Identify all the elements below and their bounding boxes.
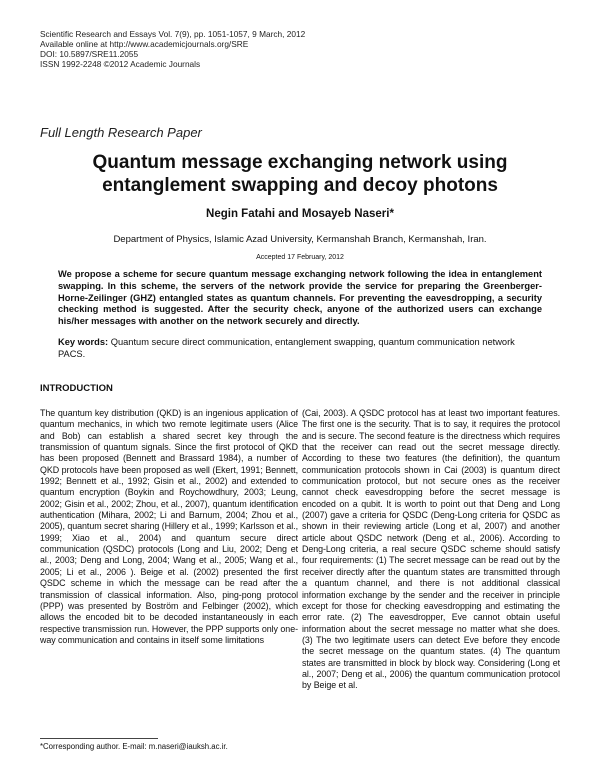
section-heading-introduction: INTRODUCTION: [40, 383, 113, 394]
intro-paragraph-right: (Cai, 2003). A QSDC protocol has at least two important features. The first one is the security. That is to say, it requires the protocol and is secure. The second feature is the directness which requires that the receiver can read out the secret message directly. According to these two features (the definition), the quantum communication protocols shown in Cai (2003) is quantum direct communication protocol, but not secure ones as the receiver cannot check eavesdropping before the secret message is encoded on a qubit. It is worth to point out that Deng and Long (2007) gave a criteria for QSDC (Deng-Long criteria for QSDC as shown in their reviewing article (Long et al, 2007) and another article about QSDC network (Deng et al., 2006). According to Deng-Long criteria, a real secure QSDC scheme should satisfy four requirements: (1) The secret message can be read out by the receiver directly after the quantum states are transmitted through a quantum channel, and there is not additional classical information exchange by the sender and the receiver in principle except for those for checking eavesdropping and estimating the error rate. (2) The eavesdropper, Eve cannot obtain useful information about the secret message no matter what she does. (3) The two legitimate users can detect Eve before they encode the secret message on the quantum states. (4) The quantum states are transmitted in block by block way. Considering (Long et al., 2007; Deng et al., 2006) the quantum communication protocol by Beige et al.: [302, 408, 560, 691]
journal-citation: Scientific Research and Essays Vol. 7(9), pp. 1051-1057, 9 March, 2012: [40, 29, 306, 39]
paper-authors: Negin Fatahi and Mosayeb Naseri*: [206, 208, 394, 220]
keywords-label: Key words:: [58, 337, 109, 347]
paper-title: Quantum message exchanging network using entanglement swapping and decoy photons: [92, 152, 508, 196]
author-affiliation: Department of Physics, Islamic Azad University, Kermanshah Branch, Kermanshah, Iran.: [113, 234, 487, 245]
footnote-divider: [40, 738, 158, 739]
body-column-right: [302, 408, 560, 754]
accepted-date: Accepted 17 February, 2012: [256, 254, 344, 261]
keywords-text: Quantum secure direct communication, entanglement swapping, quantum communication network PACS.: [58, 337, 515, 359]
journal-online-url[interactable]: Available online at http://www.academicjournals.org/SRE: [40, 39, 249, 49]
intro-paragraph-left: The quantum key distribution (QKD) is an ingenious application of quantum mechanics, in which two remote legitimate users (Alice and Bob) can establish a shared secret key through the transmission of quantum signals. Since the first protocol of QKD has been proposed (Bennett and Brassard 1984), a number of QKD protocols have been proposed as well (Ekert, 1991; Bennett, 1992; Bennett et al., 1992; Gisin et al., 2002) and extended to quantum encryption (Boykin and Roychowdhury, 2003; Leung, 2002; Gisin et al., 2002; Zhou, et al., 2007), quantum identification authentication (Mihara, 2002; Li and Barnum, 2004; Zhou et al., 2005), quantum secret sharing (Hillery et al., 1999; Karlsson et al., 1999; Xiao et al., 2004) and quantum secure direct communication (QSDC) protocols (Long and Liu, 2002; Deng et al., 2003; Deng and Long, 2004; Wang et al., 2005; Wang et al., 2005; Li et al., 2006 ). Beige et al. (2002) presented the first QSDC scheme in which the message can be read after the transmission of classical information. Also, ping-pong protocol (PPP) was presented by Boström and Felbinger (2002), which allows the encoded bit to be decoded instantaneously in each respective transmission run. However, the PPP supports only one-way communication and contains in itself some limitations: [40, 408, 298, 645]
body-column-left: [40, 408, 298, 708]
journal-doi: DOI: 10.5897/SRE11.2055: [40, 49, 139, 59]
paper-type: Full Length Research Paper: [40, 125, 202, 140]
journal-header: [40, 29, 305, 69]
corresponding-author-footnote: *Corresponding author. E-mail: m.naseri@iauksh.ac.ir.: [40, 742, 228, 751]
journal-issn: ISSN 1992-2248 ©2012 Academic Journals: [40, 59, 201, 69]
keywords: [58, 337, 542, 360]
abstract: We propose a scheme for secure quantum message exchanging network following the idea in entanglement swapping. In this scheme, the servers of the network provide the service for preparing the Greenberger-Horne-Zeilinger (GHZ) entangled states as quantum channels. For preventing the eavesdropping, a security checking method is suggested. After the security check, anyone of the authorized users can exchange his/her messages with another on the network securely and directly.: [58, 269, 542, 327]
